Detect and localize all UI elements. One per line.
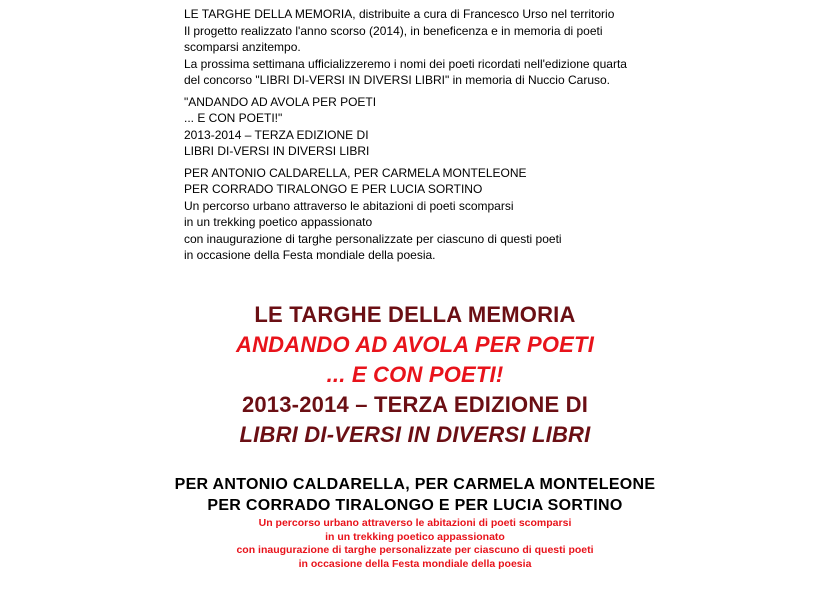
tagline-block — [0, 517, 830, 571]
tagline-line: con inaugurazione di targhe personalizzate per ciascuno di questi poeti — [236, 544, 594, 556]
headline-exclamation: ... E CON POETI! — [326, 362, 504, 387]
intro-paragraph-1 — [184, 6, 704, 89]
intro-line: con inaugurazione di targhe personalizzate per ciascuno di questi poeti — [184, 231, 562, 246]
intro-paragraph-3 — [184, 165, 704, 264]
intro-line: LE TARGHE DELLA MEMORIA, distribuite a cura di Francesco Urso nel territorio — [184, 7, 615, 21]
intro-line: ... E CON POETI!" — [184, 111, 283, 125]
dedication-line: PER CORRADO TIRALONGO E PER LUCIA SORTINO — [207, 497, 623, 514]
intro-line: La prossima settimana ufficializzeremo i nomi dei poeti ricordati nell'edizione quarta — [184, 56, 627, 71]
intro-text — [184, 6, 704, 269]
intro-line: Il progetto realizzato l'anno scorso (2014), in beneficenza e in memoria di poeti — [184, 23, 603, 38]
headline-contest-name: LIBRI DI-VERSI IN DIVERSI LIBRI — [239, 422, 591, 447]
intro-line: "ANDANDO AD AVOLA PER POETI — [184, 94, 377, 109]
intro-line: LIBRI DI-VERSI IN DIVERSI LIBRI — [184, 144, 370, 158]
intro-paragraph-2 — [184, 94, 704, 160]
intro-line: scomparsi anzitempo. — [184, 40, 301, 54]
tagline-line: Un percorso urbano attraverso le abitazioni di poeti scomparsi — [258, 517, 572, 529]
dedication-line: PER ANTONIO CALDARELLA, PER CARMELA MONTELEONE — [174, 476, 656, 493]
intro-line: Un percorso urbano attraverso le abitazioni di poeti scomparsi — [184, 198, 514, 213]
headline-title: LE TARGHE DELLA MEMORIA — [254, 302, 576, 327]
tagline-line: in un trekking poetico appassionato — [325, 530, 505, 543]
headline-subtitle: ANDANDO AD AVOLA PER POETI — [235, 332, 595, 357]
intro-line: in occasione della Festa mondiale della poesia. — [184, 248, 436, 262]
headline-block — [0, 300, 830, 450]
intro-line: PER ANTONIO CALDARELLA, PER CARMELA MONTELEONE — [184, 165, 527, 180]
intro-line: PER CORRADO TIRALONGO E PER LUCIA SORTINO — [184, 182, 483, 196]
tagline-line: in occasione della Festa mondiale della poesia — [298, 557, 532, 570]
intro-line: del concorso "LIBRI DI-VERSI IN DIVERSI LIBRI" in memoria di Nuccio Caruso. — [184, 73, 610, 87]
intro-line: in un trekking poetico appassionato — [184, 215, 373, 229]
dedication-block — [0, 474, 830, 516]
intro-line: 2013-2014 – TERZA EDIZIONE DI — [184, 127, 369, 142]
headline-edition: 2013-2014 – TERZA EDIZIONE DI — [241, 392, 589, 417]
